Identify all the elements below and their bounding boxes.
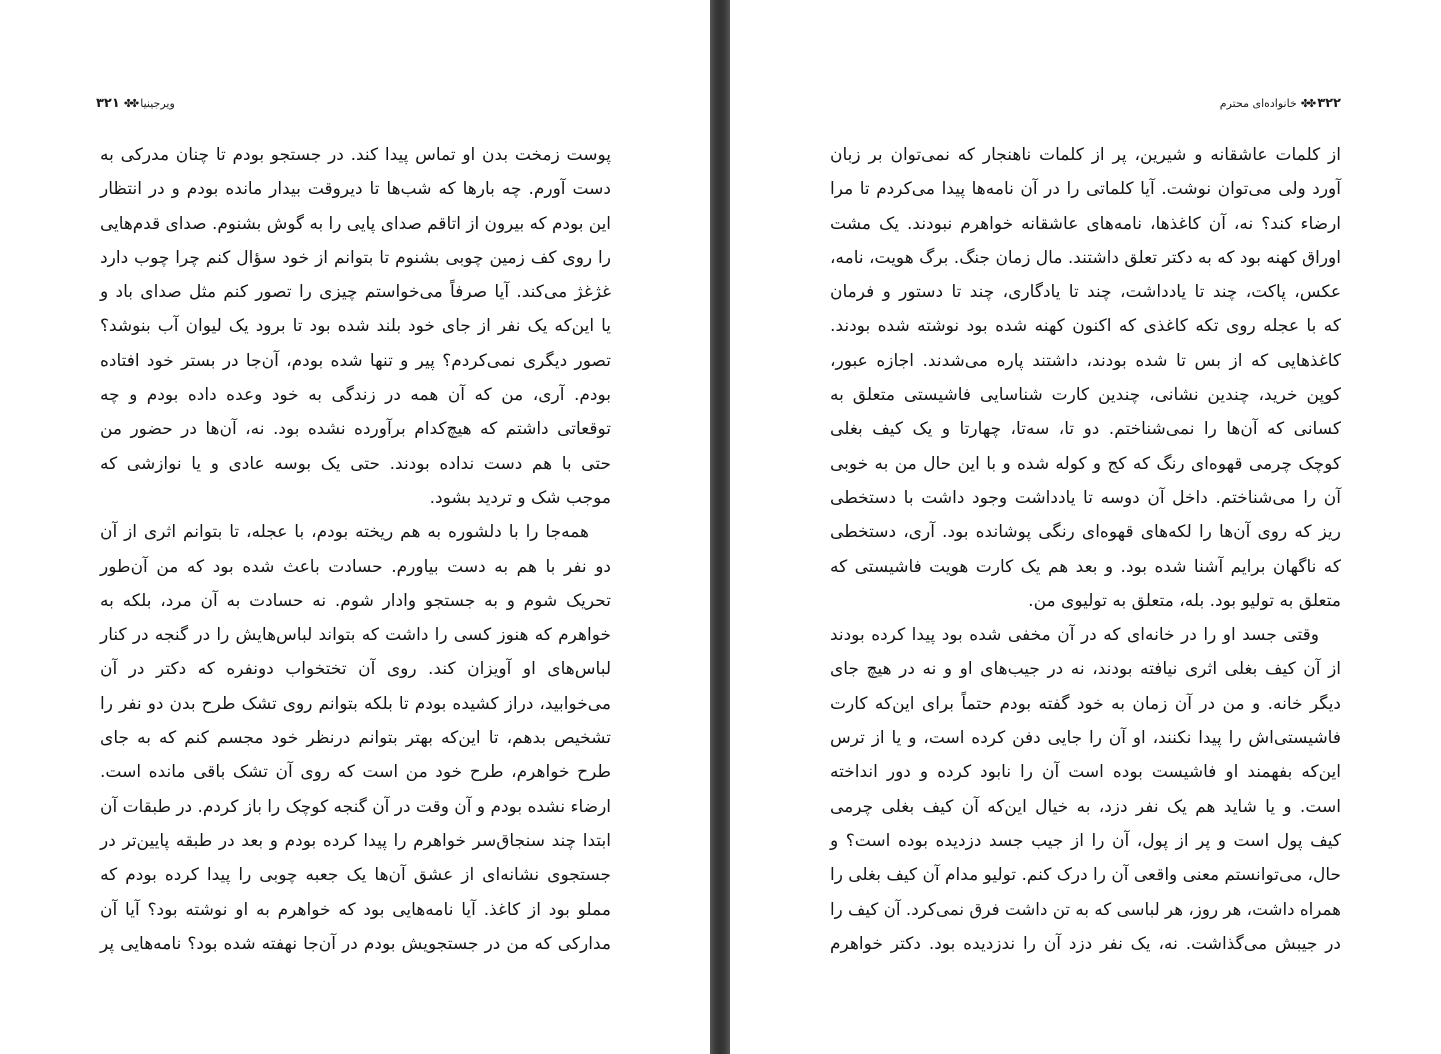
text-line: از کلمات عاشقانه و شیرین، پر از کلمات ناهنجار که نمی‌توان بر زبان — [830, 145, 1341, 165]
fleuron-icon — [124, 98, 136, 109]
text-line: کیف پول است و پر از پول، آن را از جیب جسد دزدیده بوده است؟ و — [829, 830, 1341, 851]
text-line: وقتی جسد او را در خانه‌ای که در آن مخفی شده بود پیدا کرده بودند — [829, 625, 1319, 646]
text-line: که ناگهان برایم آشنا شده بود. و بعد هم یک کارت هویت فاشیستی که — [830, 556, 1341, 577]
text-line: لباس‌های او آویزان کند. روی آن تختخواب دونفره که دکتر در آن — [100, 659, 611, 680]
page-number: ۳۲۱ — [96, 95, 120, 111]
text-line: اوراق کهنه بود که به دکتر تعلق داشتند. مال زمان جنگ. برگ هویت، نامه، — [830, 247, 1341, 268]
text-line: ارضاء کند؟ نه، آن کاغذها، نامه‌های عاشقانه خواهرم نبودند. یک مشت — [830, 213, 1341, 234]
text-line: دیگر خانه. و من در آن زمان به خود گفته بودم حتماً برای این‌که کارت — [829, 693, 1341, 714]
text-line: کوپن خرید، چندین نشانی، چندین کارت شناسایی فاشیستی متعلق به — [830, 385, 1341, 406]
text-line: جستجوی نشانه‌ای از عشق آن‌ها یک جعبه چوبی را پیدا کرده بودم که — [100, 865, 611, 886]
text-line: کاغذهایی که از بس تا شده بودند، داشتند پاره می‌شدند. اجازه عبور، — [830, 350, 1341, 371]
running-head-title: ویرجینیا — [140, 96, 175, 110]
text-line: کسانی که آن‌ها را نمی‌شناختم. دو تا، سه‌تا، چهارتا و یک کیف بغلی — [830, 419, 1341, 440]
text-line: آورد ولی می‌توان نوشت. آیا کلماتی را در آن نامه‌ها پیدا می‌کردم تا مرا — [830, 179, 1341, 200]
text-line: خواهرم که هنوز کسی را داشت که بتواند لباس‌هایش را در گنجه در کنار — [100, 625, 611, 646]
text-line: همه‌جا را با دلشوره به هم ریخته بودم، با عجله، تا بتوانم اثری از آن — [99, 522, 589, 543]
text-line: ابتدا چند سنجاق‌سر خواهرم را پیدا کرده بودم و بعد در طبقه پایین‌تر در — [100, 830, 611, 851]
text-line: ارضاء نشده بودم و آن وقت در آن گنجه کوچک را باز کردم. در طبقات آن — [100, 796, 611, 817]
text-line: از آن کیف بغلی اثری نیافته بودند، نه در جیب‌های او و نه در هیچ جای — [829, 659, 1341, 680]
text-line: غژغژ می‌کند. آیا صرفاً می‌خواستم چیزی را تصور کنم مثل صدای باد و — [100, 282, 611, 303]
text-line: عکس، پاکت، چند تا یادداشت، چند تا یادگاری، چند تا دستور و فرمان — [829, 282, 1341, 303]
text-line: دست آورم. چه بارها که شب‌ها تا دیروقت بیدار مانده بودم و در انتظار — [100, 179, 611, 200]
text-block — [100, 138, 611, 961]
text-line: حال، می‌توانستم معنی واقعی آن را درک کنم. تولیو مدام آن کیف بغلی را — [830, 865, 1341, 886]
right-page — [730, 0, 1441, 1054]
running-head-title: خانواده‌ای محترم — [1219, 96, 1297, 110]
text-line: ریز که روی آن‌ها را لکه‌های قهوه‌ای رنگی پوشانده بود. آری، دستخطی — [830, 522, 1341, 543]
text-line: کوچک چرمی قهوه‌ای رنگ که کج و کوله شده و با این حال من به خوبی — [830, 453, 1341, 474]
text-line: که با عجله روی تکه کاغذی که اکنون کهنه شده بود نوشته شده بودند. — [830, 316, 1341, 337]
text-line: مملو بود از کاغذ. آیا نامه‌هایی بود که خواهرم به او نوشته بود؟ آیا آن — [100, 899, 611, 920]
text-line: یا این‌که یک نفر از جای خود بلند شده بود تا برود یک لیوان آب بنوشد؟ — [99, 316, 611, 337]
text-line: طرح خواهرم، طرح خود من است که روی آن تشک باقی مانده است. — [100, 762, 611, 783]
page-gutter — [710, 0, 730, 1054]
text-line: توقعاتی داشتم که هیچ‌کدام برآورده نشده بود. نه، آن‌ها در حضور من — [99, 419, 611, 440]
text-line: است. و یا شاید هم یک نفر دزد، به خیال این‌که آن کیف بغلی چرمی — [830, 796, 1341, 817]
running-header — [96, 93, 175, 113]
text-line: متعلق به تولیو بود. بله، متعلق به تولیوی من. — [1028, 590, 1341, 611]
text-line: تحریک شوم و به جستجو وادار شوم. نه حسادت به آن مرد، بلکه به — [100, 590, 611, 611]
text-line: موجب شک و تردید بشود. — [429, 487, 611, 508]
text-line: این‌که بفهمند او فاشیست بوده است آن را نابود کرده و دور انداخته — [830, 762, 1341, 783]
running-header — [1220, 93, 1341, 113]
text-line: مدارکی که من در جستجویش بودم در آن‌جا نهفته شده بود؟ نامه‌هایی پر — [99, 933, 611, 954]
text-line: این بودم که بیرون از اتاقم صدای پایی را به گوش بشنوم. صدای قدم‌هایی — [99, 213, 611, 234]
text-block — [830, 138, 1341, 961]
text-line: آن را می‌شناختم. داخل آن دوسه تا یادداشت وجود داشت با دستخطی — [830, 487, 1341, 508]
text-line: تشخیص بدهم، تا این‌که بهتر بتوانم درنظر خود مجسم کنم که به جای — [100, 728, 611, 749]
text-line: فاشیستی‌اش را پیدا نکنند، او آن را جایی دفن کرده است، و یا از ترس — [830, 728, 1341, 749]
text-line: تصور دیگری نمی‌کردم؟ پیر و تنها شده بودم، آن‌جا در بستر خود افتاده — [99, 350, 611, 371]
page-number: ۳۲۲ — [1317, 95, 1341, 111]
text-line: بودم. آری، من که آن همه در زندگی به خود وعده داده بودم و چه — [99, 385, 611, 406]
text-line: پوست زمخت بدن او تماس پیدا کند. در جستجو بودم تا چنان مدرکی به — [100, 145, 611, 165]
text-line: در جیبش می‌گذاشت. نه، یک نفر دزد آن را ندزدیده بود. دکتر خواهرم — [830, 933, 1341, 954]
text-line: همراه داشت، هر روز، هر لباسی که به تن داشت فرق نمی‌کرد. آن کیف را — [830, 899, 1341, 920]
left-page — [0, 0, 710, 1054]
text-line: حتی با هم دست نداده بودند. حتی یک بوسه عادی و یا نوازشی که — [100, 453, 611, 474]
text-line: دو نفر با هم به دست بیاورم. حسادت باعث شده بود که من آن‌طور — [100, 556, 611, 577]
text-line: را روی کف زمین چوبی بشنوم تا بتوانم از خود سؤال کنم چرا چوب دارد — [100, 247, 611, 268]
text-line: می‌خوابید، دراز کشیده بودم تا بلکه بتوانم روی تشک طرح بدن دو نفر را — [99, 693, 611, 714]
fleuron-icon — [1301, 98, 1313, 109]
